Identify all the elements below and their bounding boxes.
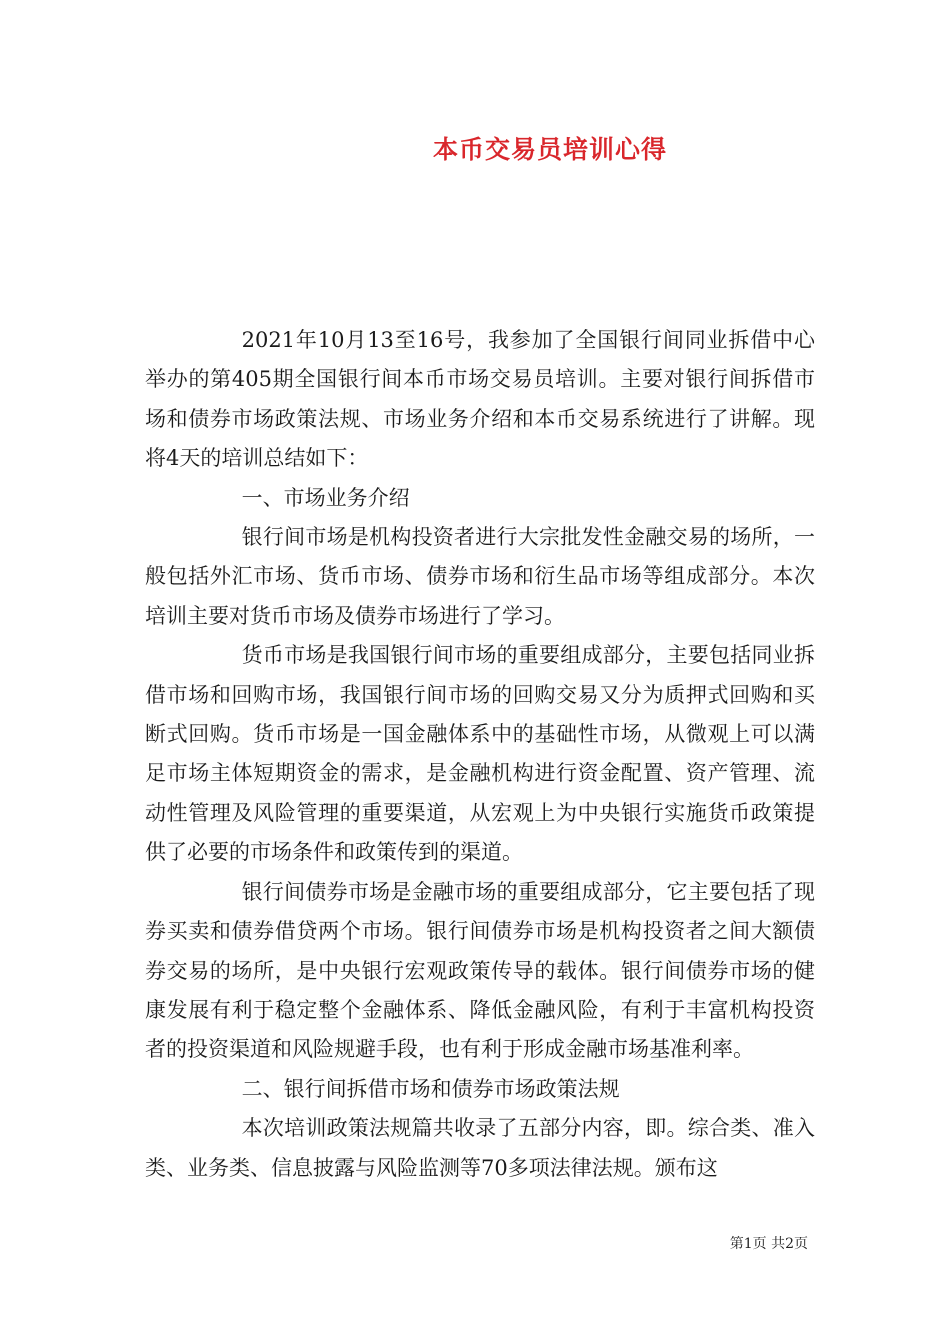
- paragraph-interbank-market: 银行间市场是机构投资者进行大宗批发性金融交易的场所，一般包括外汇市场、货币市场、债券市场和衍生品市场等组成部分。本次培训主要对货币市场及债券市场进行了学习。: [145, 525, 815, 628]
- page-number-footer: 第1页 共2页: [729, 1236, 808, 1252]
- section-heading-1: 一、市场业务介绍: [241, 485, 410, 510]
- document-body: [145, 321, 815, 1188]
- paragraph-bond-market: 银行间债券市场是金融市场的重要组成部分，它主要包括了现券买卖和债券借贷两个市场。银行间债券市场是机构投资者之间大额债券交易的场所，是中央银行宏观政策传导的载体。银行间债券市场的健康发展有利于稳定整个金融体系、降低金融风险，有利于丰富机构投资者的投资渠道和风险规避手段，也有利于形成金融市场基准利率。: [145, 879, 815, 1062]
- paragraph-regulations: 本次培训政策法规篇共收录了五部分内容，即。综合类、准入类、业务类、信息披露与风险监测等70多项法律法规。颁布这: [145, 1116, 815, 1180]
- paragraph-money-market: 货币市场是我国银行间市场的重要组成部分，主要包括同业拆借市场和回购市场，我国银行间市场的回购交易又分为质押式回购和买断式回购。货币市场是一国金融体系中的基础性市场，从微观上可以满足市场主体短期资金的需求，是金融机构进行资金配置、资产管理、流动性管理及风险管理的重要渠道，从宏观上为中央银行实施货币政策提供了必要的市场条件和政策传到的渠道。: [145, 643, 815, 865]
- paragraph-intro: 2021年10月13至16号，我参加了全国银行间同业拆借中心举办的第405期全国银行间本币市场交易员培训。主要对银行间拆借市场和债券市场政策法规、市场业务介绍和本币交易系统进行了讲解。现将4天的培训总结如下：: [145, 328, 815, 471]
- document-title: 本币交易员培训心得: [432, 135, 667, 164]
- section-heading-2: 二、银行间拆借市场和债券市场政策法规: [241, 1076, 620, 1101]
